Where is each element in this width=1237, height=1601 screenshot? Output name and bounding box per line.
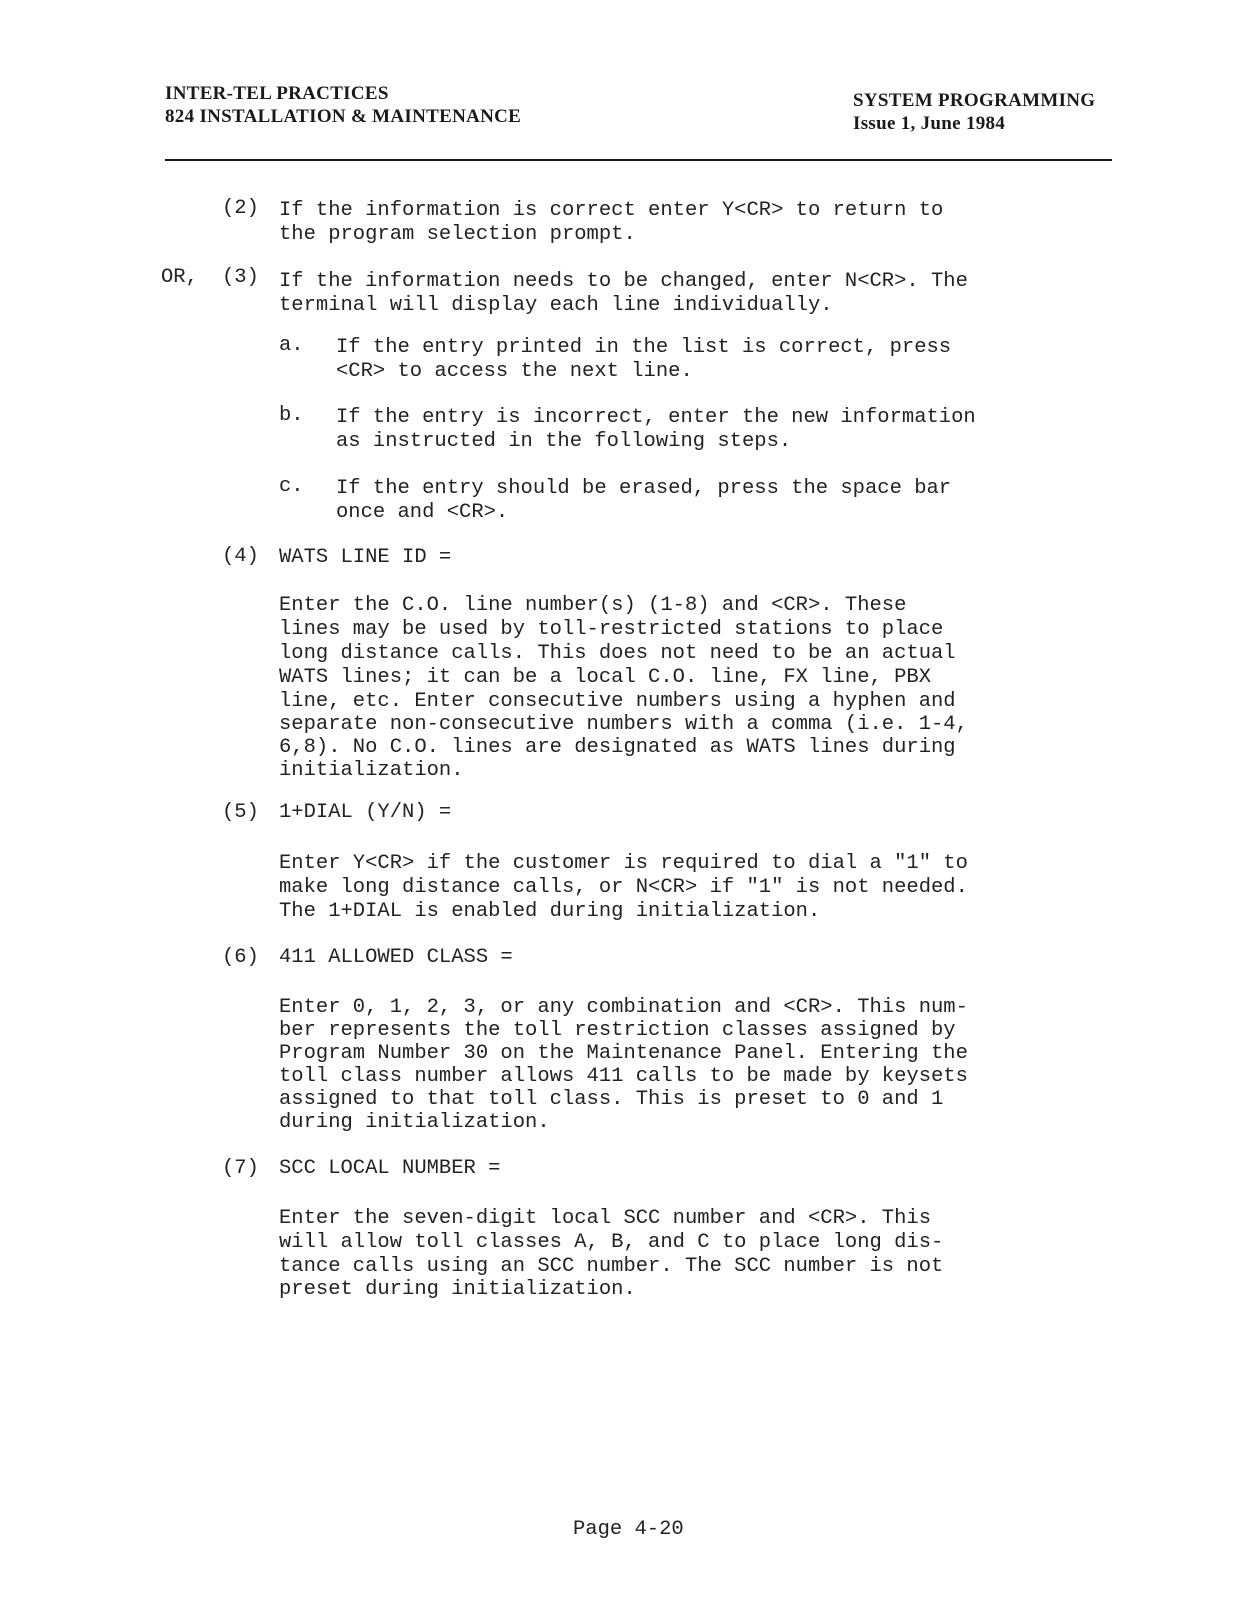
header-manual-title: 824 INSTALLATION & MAINTENANCE (165, 106, 522, 127)
item-6-body-line-4: toll class number allows 411 calls to be made by keysets (279, 1065, 968, 1088)
header-section-title: SYSTEM PROGRAMMING (853, 90, 1096, 111)
item-4-body-line-1: Enter the C.O. line number(s) (1-8) and <CR>. These (279, 594, 907, 617)
item-5-body-line-3: The 1+DIAL is enabled during initialization. (279, 900, 821, 923)
item-6-label: (6) (222, 946, 259, 969)
item-4-label: (4) (222, 545, 259, 568)
subitem-c-label: c. (279, 475, 304, 498)
page-number: Page 4-20 (573, 1518, 684, 1541)
item-4-body-line-4: WATS lines; it can be a local C.O. line, FX line, PBX (279, 666, 932, 689)
item-6-body-line-5: assigned to that toll class. This is preset to 0 and 1 (279, 1088, 944, 1111)
item-5-title: 1+DIAL (Y/N) = (279, 801, 452, 824)
item-6-body-line-2: ber represents the toll restriction classes assigned by (279, 1019, 956, 1042)
item-7-body-line-4: preset during initialization. (279, 1278, 636, 1301)
item-2-line-1: If the information is correct enter Y<CR> to return to (279, 199, 944, 222)
item-5-label: (5) (222, 801, 259, 824)
subitem-a-label: a. (279, 334, 304, 357)
item-4-body-line-7: 6,8). No C.O. lines are designated as WATS lines during (279, 736, 956, 759)
item-7-body-line-3: tance calls using an SCC number. The SCC number is not (279, 1255, 944, 1278)
item-3-prefix: OR, (161, 266, 198, 289)
item-4-title: WATS LINE ID = (279, 546, 452, 569)
subitem-b-line-1: If the entry is incorrect, enter the new information (336, 406, 976, 429)
header-practices: INTER-TEL PRACTICES (165, 83, 389, 104)
item-4-body-line-3: long distance calls. This does not need to be an actual (279, 642, 956, 665)
subitem-c-line-1: If the entry should be erased, press the space bar (336, 477, 952, 500)
item-7-label: (7) (222, 1157, 259, 1180)
header-left (165, 82, 521, 128)
item-6-body-line-6: during initialization. (279, 1111, 550, 1134)
item-6-title: 411 ALLOWED CLASS = (279, 946, 513, 969)
item-2-line-2: the program selection prompt. (279, 223, 636, 246)
item-4-body-line-8: initialization. (279, 759, 464, 782)
item-3-line-2: terminal will display each line individually. (279, 294, 833, 317)
item-7-title: SCC LOCAL NUMBER = (279, 1157, 501, 1180)
item-4-body-line-6: separate non-consecutive numbers with a comma (i.e. 1-4, (279, 713, 968, 736)
item-3-line-1: If the information needs to be changed, enter N<CR>. The (279, 270, 968, 293)
subitem-c-line-2: once and <CR>. (336, 501, 509, 524)
item-3-label: (3) (222, 266, 259, 289)
subitem-b-line-2: as instructed in the following steps. (336, 430, 792, 453)
header-issue-date: Issue 1, June 1984 (853, 113, 1006, 134)
item-6-body-line-3: Program Number 30 on the Maintenance Panel. Entering the (279, 1042, 968, 1065)
subitem-b-label: b. (279, 404, 304, 427)
item-5-body-line-2: make long distance calls, or N<CR> if "1" is not needed. (279, 876, 968, 899)
subitem-a-line-1: If the entry printed in the list is correct, press (336, 336, 952, 359)
item-4-body-line-2: lines may be used by toll-restricted stations to place (279, 618, 944, 641)
item-6-body-line-1: Enter 0, 1, 2, 3, or any combination and <CR>. This num- (279, 996, 968, 1019)
item-7-body-line-1: Enter the seven-digit local SCC number and <CR>. This (279, 1207, 932, 1230)
subitem-a-line-2: <CR> to access the next line. (336, 360, 693, 383)
header-right (853, 89, 1095, 135)
item-7-body-line-2: will allow toll classes A, B, and C to place long dis- (279, 1231, 944, 1254)
header-rule (165, 159, 1112, 161)
item-5-body-line-1: Enter Y<CR> if the customer is required to dial a "1" to (279, 852, 968, 875)
item-2-label: (2) (222, 197, 259, 220)
item-4-body-line-5: line, etc. Enter consecutive numbers using a hyphen and (279, 690, 956, 713)
